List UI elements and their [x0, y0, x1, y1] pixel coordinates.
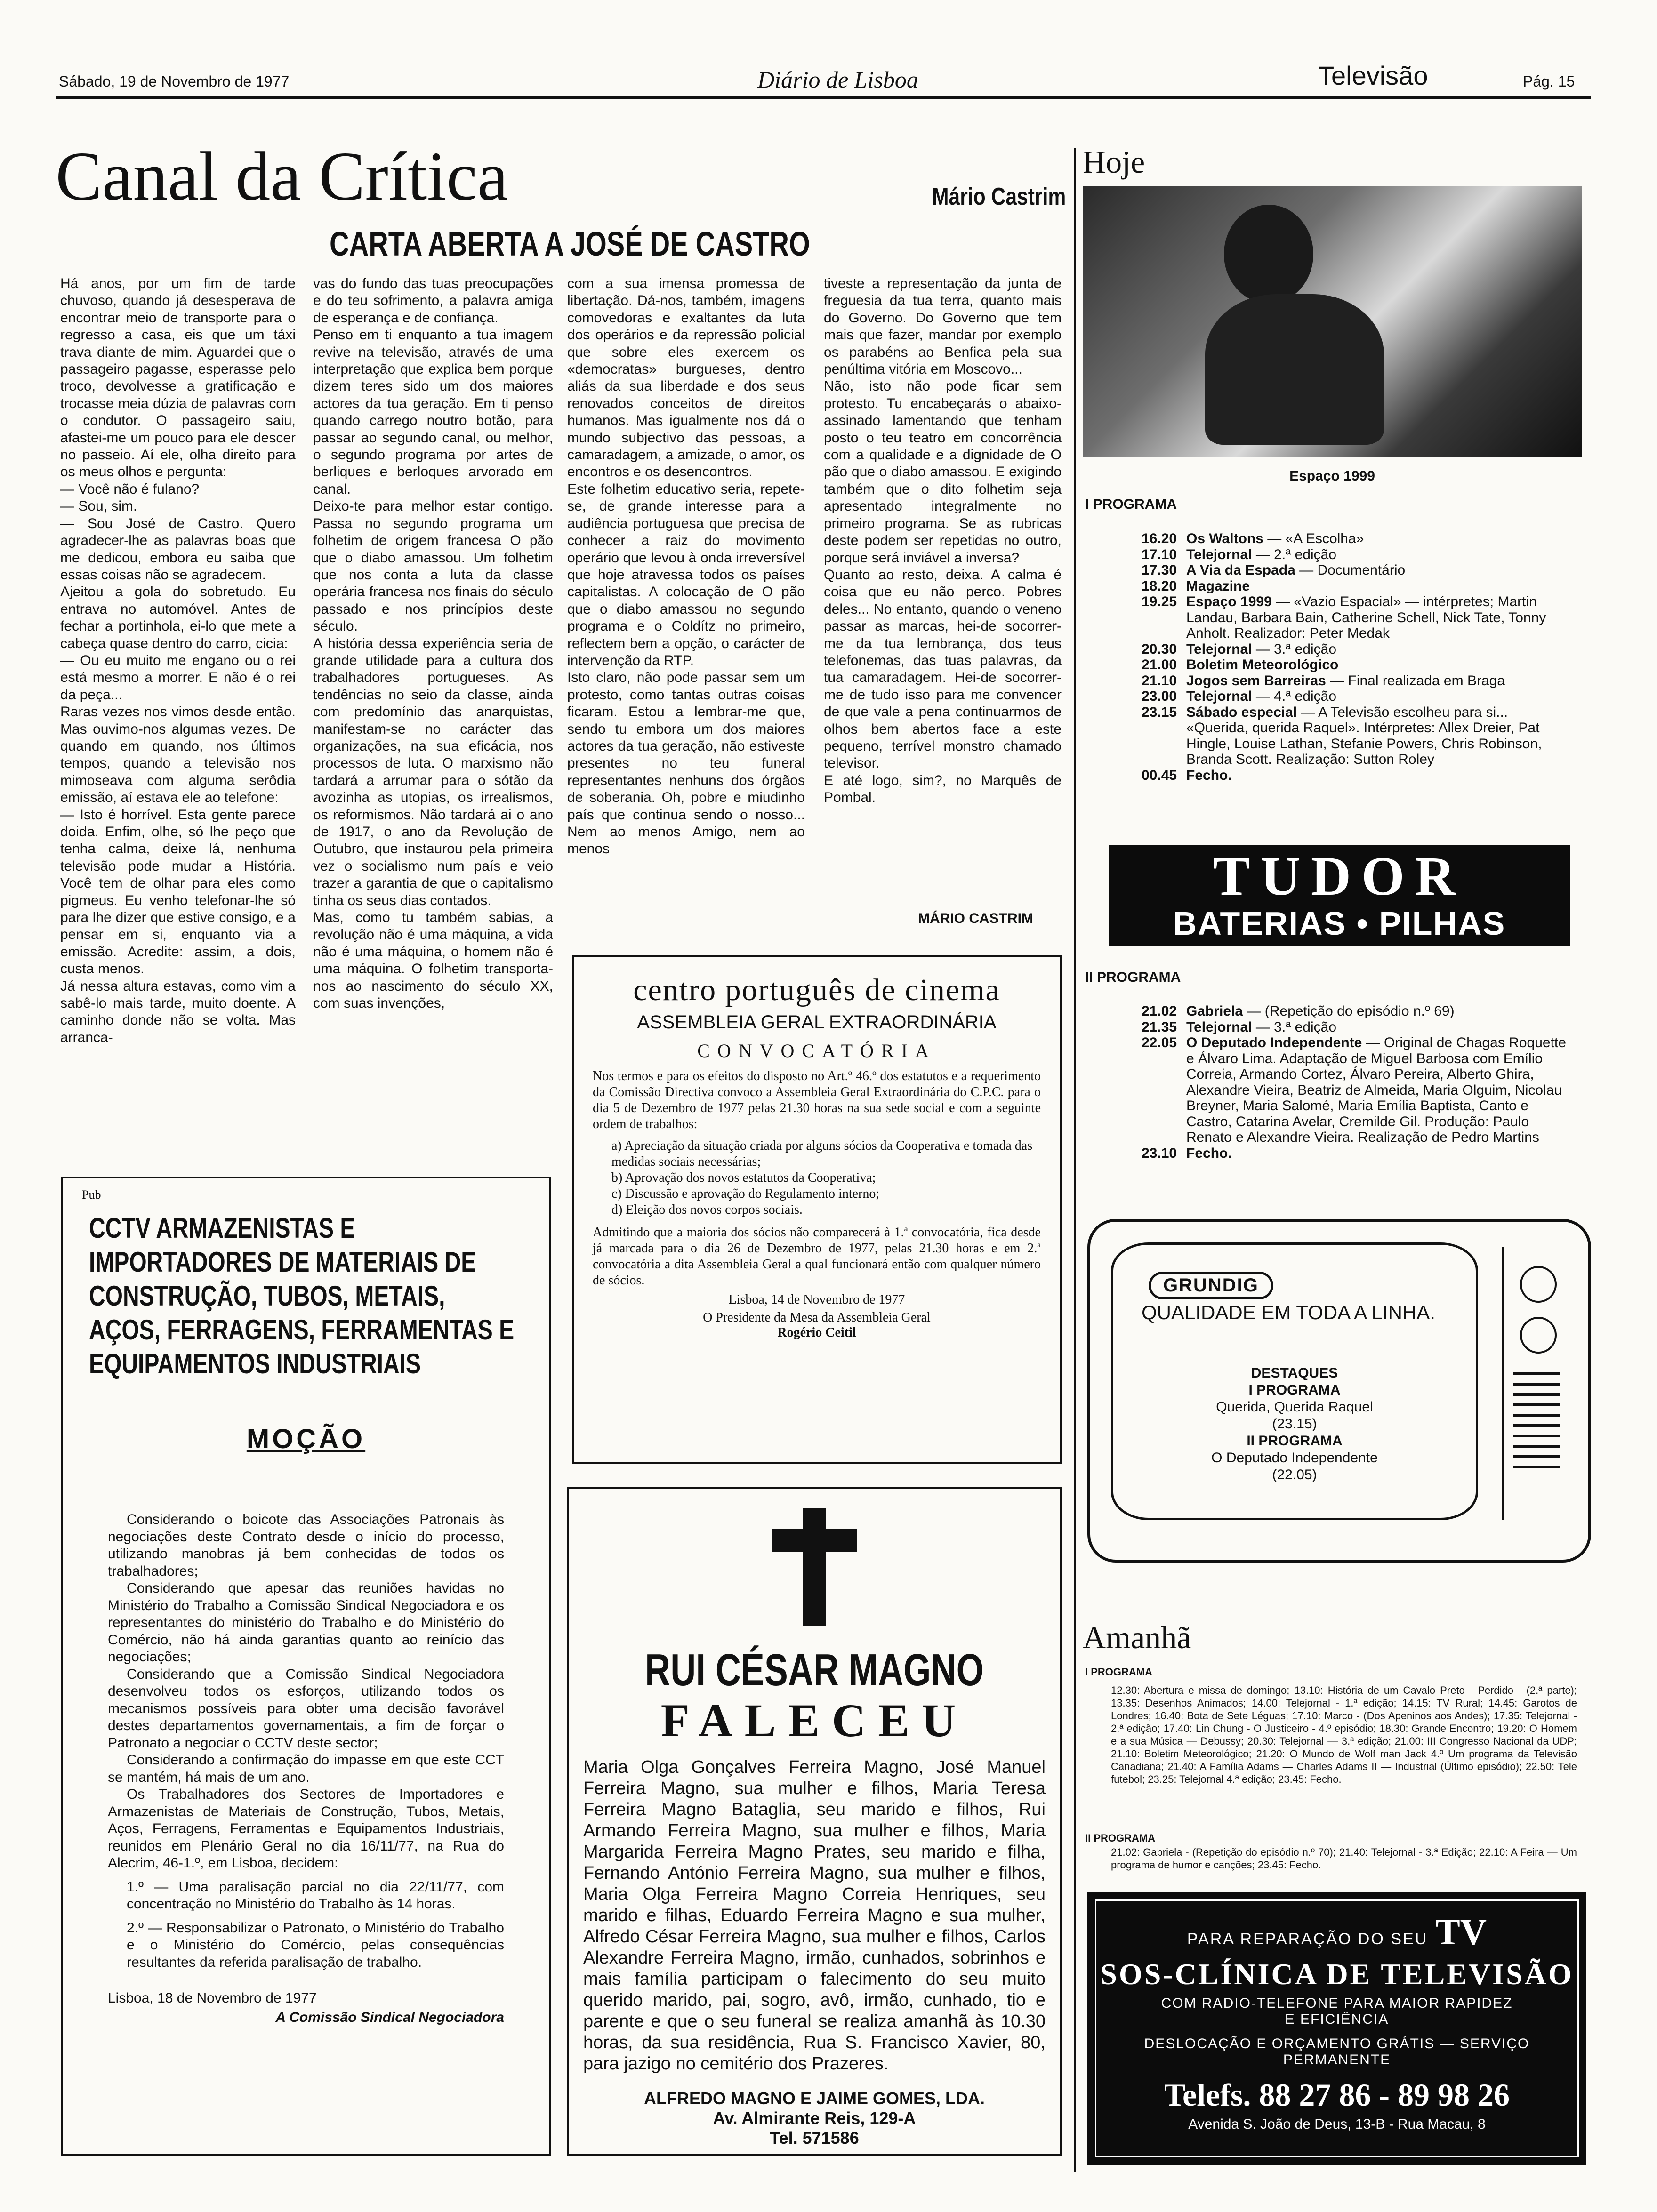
- schedule-desc: — Final realizada em Braga: [1326, 673, 1505, 689]
- grundig-p1-label: I PROGRAMA: [1248, 1382, 1341, 1398]
- today-prog1-list: [1142, 531, 1572, 783]
- today-photo: [1083, 186, 1582, 457]
- tomorrow-heading: Amanhã: [1083, 1619, 1191, 1655]
- tomorrow-prog1-text: 12.30: Abertura e missa de domingo; 13.10: História de um Cavalo Preto - Perdido - (2.ª parte); 13.35: Desenhos Animados; 14.00: Telejornal - 1.ª edição; 14.15: TV Rural; 14.45: Garotos de Londres; 16.40: Bota de Sete Léguas; 17.10: Marco - (Dos Apeninos aos Andes); 17.35: Telejornal - 2.ª edição; 17.40: Lin Chung - O Justiceiro - 4.º episódio; 18.30: Grande Encontro; 19.20: O Homem e a sua Música — Debussy; 20.30: Telejornal — 3.ª edição; 21.00: III Congresso Nacional da UDP; 21.10: Boletim Meteorológico; 21.20: O Mundo de Wolf man Jack 4.º Um programa da Televisão Canadiana; 21.40: A Família Adams — Charles Adams II — Industrial (Último episódio); 22.50: Tele futebol; 23.25: Telejornal 4.ª edição; 23.45: Fecho.: [1111, 1684, 1577, 1785]
- cinema-notice-heading: CONVOCATÓRIA: [697, 1040, 936, 1061]
- schedule-title: Sábado especial: [1186, 704, 1297, 720]
- sos-line2: COM RADIO-TELEFONE PARA MAIOR RAPIDEZ: [1161, 1996, 1513, 2011]
- obituary: [567, 1487, 1062, 2156]
- cctv-ad-motion: MOÇÃO: [246, 1424, 366, 1454]
- schedule-time: 21.00: [1142, 657, 1177, 673]
- schedule-time: 23.10: [1142, 1145, 1177, 1161]
- schedule-row: [1142, 673, 1572, 689]
- cinema-notice-intro: Nos termos e para os efeitos do disposto no Art.º 46.º dos estatutos e a requerimento da Comissão Directiva convoco a Assembleia Geral Extraordinária do C.P.C. para o dia 5 de Dezembro de 1977 pelas 21.30 horas na sua sede social e com a seguinte ordem de trabalhos:: [593, 1069, 1041, 1131]
- sos-phones: Telefs. 88 27 86 - 89 98 26: [1164, 2077, 1510, 2113]
- schedule-title: Os Waltons: [1186, 531, 1263, 546]
- schedule-desc: — (Repetição do episódio n.º 69): [1243, 1003, 1455, 1019]
- schedule-time: 16.20: [1142, 531, 1177, 546]
- grundig-p2-time: (22.05): [1272, 1467, 1317, 1483]
- masthead-date: Sábado, 19 de Novembro de 1977: [59, 73, 290, 90]
- grundig-p1-time: (23.15): [1272, 1416, 1317, 1432]
- article-column-2: vas do fundo das tuas preocupações e do teu sofrimento, a palavra amiga de esperança e de confiança. Penso em ti enquanto a tua imagem revive na televisão, através de uma interpretação que explica bem porque dizem teres sido um dos maiores actores da tua geração. Em ti penso quando carrego noutro botão, para passar ao segundo canal, ou melhor, o segundo programa por artes de berliques e berloques arvorado em canal. Deixo-te para melhor estar contigo. Passa no segundo programa um folhetim de origem francesa O pão que o diabo amassou. Um folhetim que nos conta a luta da classe operária francesa nos finais do século passado e nos princípios deste século. A história dessa experiência seria de grande utilidade para a cultura dos trabalhadores portugueses. As tendências no seio da classe, ainda com predomínio das anarquistas, manifestam-se no carácter das organizações, na sua eficácia, nos processos de luta. O marxismo não tardará a arrumar para o sótão da avozinha as utopias, os irrealismos, os reformismos. Não tardará ai o ano de 1917, o ano da Revolução de Outubro, que instaurou pela primeira vez o socialismo num país e veio trazer a garantia de que o capitalismo tinha os seus dias contados. Mas, como tu também sabias, a revolução não é uma máquina, a vida não é uma máquina, o homem não é uma máquina. O folhetim transporta-nos ao nascimento do século XX, com suas invenções,: [313, 276, 553, 1011]
- schedule-row: [1142, 641, 1572, 657]
- schedule-row: [1142, 657, 1572, 673]
- cinema-notice: [572, 955, 1062, 1464]
- cinema-notice-signer-title: O Presidente da Mesa da Assembleia Geral: [703, 1310, 931, 1325]
- today-heading: Hoje: [1083, 144, 1145, 180]
- cctv-ad-date: Lisboa, 18 de Novembro de 1977: [108, 1990, 317, 2006]
- article-byline: Mário Castrim: [932, 183, 1066, 210]
- cinema-notice-date: Lisboa, 14 de Novembro de 1977: [728, 1292, 905, 1307]
- cinema-notice-closing: Admitindo que a maioria dos sócios não comparecerá à 1.ª convocatória, fica desde já marcada para o dia 26 de Dezembro de 1977, pelas 21.30 horas e em 2.ª convocatória a dita Assembleia Geral a qual funcionará então com qualquer número de sócios.: [593, 1225, 1041, 1288]
- schedule-time: 22.05: [1142, 1035, 1177, 1050]
- schedule-row: [1142, 705, 1572, 768]
- masthead-paper-name: Diário de Lisboa: [757, 66, 918, 93]
- cctv-ad-paragraph: Considerando o boicote das Associações Patronais às negociações deste Contrato desde o início do processo, utilizando manobras já bem conhecidas de todos os trabalhadores;: [108, 1512, 504, 1579]
- schedule-time: 17.30: [1142, 562, 1177, 578]
- obituary-agency: ALFREDO MAGNO E JAIME GOMES, LDA.: [643, 2089, 985, 2108]
- schedule-title: Gabriela: [1186, 1003, 1243, 1019]
- article-column-3: com a sua imensa promessa de libertação. Dá-nos, também, imagens comovedoras e exaltantes da luta dos operários e da repressão policial que sobre eles exercem os «democratas» burgueses, dentro aliás da sua liberdade e dos seus renovados conceitos de direitos humanos. Mas igualmente nos dá o mundo subjectivo das pessoas, a camaradagem, a amizade, o amor, os encontros e os desencontros. Este folhetim educativo seria, repete-se, de grande interesse para a audiência portuguesa que precisa de conhecer a raiz do movimento operário que levou à onda irreversível que hoje atravessa todos os países capitalistas. A colocação de O pão que o diabo amassou no segundo programa e o Coldítz no primeiro, reflectem bem a opção, o carácter de intervenção da RTP. Isto claro, não pode passar sem um protesto, como tantas outras coisas ficaram. Estou a lembrar-me que, sendo tu embora um dos maiores actores da tua geração, não estiveste presentes no teu funeral representantes nenhuns dos órgãos de soberania. Oh, pobre e miudinho país que continua sendo o nosso... Nem ao menos Amigo, nem ao menos: [567, 276, 805, 857]
- cinema-notice-item: b) Aprovação dos novos estatutos da Cooperativa;: [611, 1170, 876, 1185]
- grundig-highlights: [1134, 1365, 1455, 1483]
- cinema-notice-signer: Rogério Ceitil: [777, 1325, 856, 1340]
- schedule-title: Espaço 1999: [1186, 594, 1272, 609]
- schedule-time: 21.02: [1142, 1003, 1177, 1019]
- sos-line1: PARA REPARAÇÃO DO SEU: [1187, 1930, 1428, 1948]
- schedule-title: Telejornal: [1186, 546, 1252, 562]
- schedule-desc: — 4.ª edição: [1252, 689, 1337, 704]
- today-prog1-label: I PROGRAMA: [1085, 497, 1177, 512]
- cinema-notice-title: centro português de cinema: [633, 973, 1000, 1007]
- cctv-ad-decision: 2.º — Responsabilizar o Patronato, o Ministério do Trabalho e o Ministério do Comércio, pelas consequências resultantes da referida paralisação de trabalho.: [127, 1920, 504, 1970]
- tudor-ad-tagline: BATERIAS • PILHAS: [1173, 905, 1506, 942]
- article-headline: CARTA ABERTA A JOSÉ DE CASTRO: [330, 225, 810, 263]
- tomorrow-prog1-label: I PROGRAMA: [1085, 1666, 1152, 1678]
- schedule-desc: — A Televisão escolheu para si... «Querida, querida Raquel». Intérpretes: Allex Dreier, Pat Hingle, Louise Lathan, Stefanie Powers, Chris Robinson, Branda Scott. Realização: Sutton Roley: [1186, 704, 1542, 767]
- article-column-1: Há anos, por um fim de tarde chuvoso, quando já desesperava de encontrar meio de transporte para o regresso a casa, eis que um táxi trava diante de mim. Aguardei que o passageiro pagasse, esperasse pelo troco, devolvesse a gratificação e trocasse meia dúzia de palavras com o condutor. O passageiro saiu, afastei-me um pouco para ele descer no passeio. Aí ele, olha direito para os meus olhos e pergunta: — Você não é fulano? — Sou, sim. — Sou José de Castro. Quero agradecer-lhe as palavras boas que me dedicou, embora eu saiba que essas coisas não se agradecem. Ajeitou a gola do sobretudo. Eu entrava no automóvel. Antes de fechar a portinhola, ei-lo que mete a cabeça quase dentro do carro, cicia: — Ou eu muito me engano ou o rei está mesmo a morrer. E não é o rei da peça... Raras vezes nos vimos desde então. Mas ouvimo-nos algumas vezes. De quando em quando, nos últimos tempos, quando a televisão nos mimoseava com alguma serôdia emissão, aí estava ele ao telefone: — Isto é horrível. Esta gente parece doida. Enfim, olhe, só lhe peço que tenha calma, deixe lá, nenhuma televisão pode mudar a História. Você tem de olhar para eles como pigmeus. Eu venho telefonar-lhe só para lhe dizer que estive consigo, e a pensar em si, enquanto via a emissão. Acredite: assim, a dois, custa menos. Já nessa altura estavas, como vim a sabê-lo mais tarde, muito doente. A caminho donde não se volta. Mas arranca-: [60, 276, 296, 1045]
- cctv-ad-body: [108, 1511, 504, 2026]
- cctv-ad-decision: 1.º — Uma paralisação parcial no dia 22/11/77, com concentração no Ministério do Trabalho às 14 horas.: [127, 1879, 504, 1912]
- today-prog2-label: II PROGRAMA: [1085, 970, 1181, 985]
- schedule-title: Telejornal: [1186, 641, 1252, 657]
- schedule-row: [1142, 1003, 1572, 1019]
- cctv-ad-title: CCTV ARMAZENISTAS E IMPORTADORES DE MATERIAIS DE CONSTRUÇÃO, TUBOS, METAIS, AÇOS, FERRAGENS, FERRAMENTAS E EQUIPAMENTOS INDUSTRIAIS: [89, 1212, 515, 1379]
- schedule-desc: — «A Escolha»: [1263, 531, 1364, 546]
- grundig-ad: [1087, 1219, 1591, 1577]
- schedule-row: [1142, 531, 1572, 547]
- schedule-time: 21.35: [1142, 1019, 1177, 1035]
- sos-line5: PERMANENTE: [1283, 2052, 1391, 2068]
- cinema-notice-item: d) Eleição dos novos corpos sociais.: [611, 1202, 803, 1217]
- sos-line3: E EFICIÊNCIA: [1285, 2012, 1389, 2027]
- obituary-address: Av. Almirante Reis, 129-A: [713, 2108, 916, 2128]
- obituary-name: RUI CÉSAR MAGNO: [645, 1645, 984, 1695]
- schedule-desc: — 2.ª edição: [1252, 546, 1337, 562]
- grundig-p2-label: II PROGRAMA: [1247, 1433, 1343, 1449]
- schedule-time: 23.00: [1142, 689, 1177, 704]
- grundig-p2-title: O Deputado Independente: [1211, 1450, 1378, 1466]
- sos-tv-ad: [1087, 1892, 1586, 2165]
- article-column-4: tiveste a representação da junta de freguesia da tua terra, quanto mais do Governo. Do Governo que tem mais que fazer, mandar por exemplo os parabéns ao Benfica pela sua penúltima vitória em Moscovo... Não, isto não pode ficar sem protesto. Tu encabeçarás o abaixo-assinado lamentando que tenham posto o teu teatro em concorrência com a qualidade e a dignidade de O pão que o diabo amassou. E exigindo também que o dito folhetim seja apresentado integralmente no primeiro programa. Se as rubricas deste podem ser repetidas no outro, porque será inviável a inversa? Quanto ao resto, deixa. A calma é coisa que eu não perco. Pobres deles... No entanto, quando o veneno passar as marcas, hei-de socorrer-me da tua lembrança, dos teus telefonemas, das tuas palavras, da tua camaradagem. Hei-de socorrer-me de tudo isso para me convencer de que vale a pena continuarmos de olhos bem abertos face a este pequeno, terrível monstro chamado televisor. E até logo, sim?, no Marquês de Pombal.: [824, 276, 1062, 806]
- schedule-title: Telejornal: [1186, 1019, 1252, 1035]
- schedule-title: Telejornal: [1186, 689, 1252, 704]
- today-photo-caption: Espaço 1999: [1289, 468, 1375, 484]
- cinema-notice-subtitle: ASSEMBLEIA GERAL EXTRAORDINÁRIA: [637, 1012, 997, 1033]
- schedule-desc: — «Vazio Espacial» — intérpretes; Martin Landau, Barbara Bain, Catherine Schell, Nick Tate, Tonny Anholt. Realizador: Peter Medak: [1186, 594, 1546, 641]
- schedule-row: [1142, 1019, 1572, 1035]
- schedule-title: Fecho.: [1186, 767, 1232, 783]
- masthead-page-number: Pág. 15: [1523, 73, 1575, 90]
- schedule-row: [1142, 1146, 1572, 1162]
- schedule-title: Jogos sem Barreiras: [1186, 673, 1326, 689]
- sos-line4: DESLOCAÇÃO E ORÇAMENTO GRÁTIS — SERVIÇO: [1144, 2036, 1530, 2052]
- schedule-time: 18.20: [1142, 578, 1177, 594]
- schedule-row: [1142, 1035, 1572, 1146]
- cinema-notice-agenda: [611, 1138, 1041, 1218]
- tudor-ad: [1109, 845, 1570, 946]
- schedule-title: Boletim Meteorológico: [1186, 657, 1339, 673]
- person-silhouette-icon: [1224, 205, 1313, 304]
- schedule-row: [1142, 547, 1572, 563]
- today-prog2-list: [1142, 1003, 1572, 1161]
- tv-control-panel: [1502, 1247, 1569, 1520]
- cctv-ad-paragraph: Os Trabalhadores dos Sectores de Importadores e Armazenistas de Materiais de Construção, Tubos, Metais, Aços, Ferragens, Ferramentas e Equipamentos Industriais, reunidos em Plenário Geral no dia 16/11/77, na Rua do Alecrim, 46-1.º, em Lisboa, decidem:: [108, 1787, 504, 1871]
- schedule-desc: — 3.ª edição: [1252, 1019, 1337, 1035]
- cctv-ad-signer: A Comissão Sindical Negociadora: [275, 2009, 504, 2025]
- cctv-ad: [61, 1177, 551, 2156]
- schedule-time: 17.10: [1142, 546, 1177, 562]
- schedule-row: [1142, 562, 1572, 578]
- masthead-rule: [56, 96, 1591, 99]
- article-kicker: Canal da Crítica: [56, 138, 508, 215]
- cinema-notice-item: a) Apreciação da situação criada por alguns sócios da Cooperativa e tomada das medidas sociais necessárias;: [611, 1138, 1033, 1169]
- schedule-title: O Deputado Independente: [1186, 1035, 1362, 1050]
- column-rule-right: [1074, 148, 1076, 2172]
- sos-name: SOS-CLÍNICA DE TELEVISÃO: [1100, 1957, 1574, 1991]
- sos-address: Avenida S. João de Deus, 13-B - Rua Macau, 8: [1188, 2116, 1486, 2132]
- schedule-time: 20.30: [1142, 641, 1177, 657]
- schedule-time: 23.15: [1142, 704, 1177, 720]
- schedule-row: [1142, 578, 1572, 594]
- schedule-row: [1142, 768, 1572, 784]
- schedule-time: 21.10: [1142, 673, 1177, 689]
- masthead: [0, 0, 1657, 104]
- obituary-word: FALECEU: [660, 1694, 968, 1747]
- cctv-ad-paragraph: Considerando que a Comissão Sindical Negociadora desenvolveu todos os esforços, utilizando todos os mecanismos possíveis para obter uma decisão favorável destes departamentos governamentais, a fim de forçar o Patronato a negociar o CCTV deste sector;: [108, 1666, 504, 1751]
- schedule-title: A Via da Espada: [1186, 562, 1295, 578]
- grundig-highlights-title: DESTAQUES: [1251, 1365, 1338, 1381]
- cctv-ad-paragraph: Considerando a confirmação do impasse em que este CCT se mantém, há mais de um ano.: [108, 1752, 504, 1785]
- tomorrow-prog2-label: II PROGRAMA: [1085, 1832, 1156, 1844]
- sos-tv: TV: [1435, 1911, 1487, 1952]
- schedule-desc: — Original de Chagas Roquette e Álvaro Lima. Adaptação de Miguel Barbosa com Emílio Correia, Armando Cortez, Álvaro Pereira, Alberto Ghira, Alexandre Vieira, Beatriz de Almeida, Maria Olguim, Nicolau Breyner, Maria Salomé, Maria Emília Baptista, Canto e Castro, Catarina Avelar, Cremilde Gil. Produção: Paulo Renato e Alexandre Vieira. Realização de Pedro Martins: [1186, 1035, 1566, 1145]
- schedule-row: [1142, 594, 1572, 641]
- grundig-logo: GRUNDIG: [1149, 1272, 1273, 1299]
- obituary-text: Maria Olga Gonçalves Ferreira Magno, José Manuel Ferreira Magno, sua mulher e filhos, Maria Teresa Ferreira Magno Bataglia, seu marido e filhos, Rui Armando Ferreira Magno, sua mulher e filhos, Maria Margarida Ferreira Magno Prates, seu marido e filha, Fernando António Ferreira Magno, sua mulher e filhos, Maria Olga Ferreira Magno Correia Henriques, seu marido e filhas, Eduardo Ferreira Magno e sua mulher, Alfredo César Ferreira Magno, sua mulher e filhos, Carlos Alexandre Ferreira Magno, irmão, cunhados, sobrinhos e mais família participam o falecimento do seu muito querido marido, pai, sogro, avô, irmão, cunhado, tio e parente e que o seu funeral se realiza amanhã às 10.30 horas, da sua residência, Rua S. Francisco Xavier, 80, para jazigo no cemitério dos Prazeres.: [583, 1757, 1046, 2074]
- cctv-ad-label: Pub: [82, 1188, 101, 1202]
- schedule-desc: — 3.ª edição: [1252, 641, 1337, 657]
- cross-icon: [772, 1508, 857, 1626]
- schedule-time: 00.45: [1142, 767, 1177, 783]
- tomorrow-prog2-text: 21.02: Gabriela - (Repetição do episódio n.º 70); 21.40: Telejornal - 3.ª Edição; 22.10: A Feira — Um programa de humor e canções; 23.45: Fecho.: [1111, 1846, 1577, 1871]
- article-signature: MÁRIO CASTRIM: [918, 911, 1033, 926]
- cctv-ad-paragraph: Considerando que apesar das reuniões havidas no Ministério do Trabalho a Comissão Sindical Negociadora e os representantes do ministério do Trabalho e do Ministério do Comércio, não há ainda garantias quanto ao reinício das negociações;: [108, 1580, 504, 1665]
- schedule-desc: — Documentário: [1295, 562, 1406, 578]
- masthead-section: Televisão: [1318, 61, 1428, 90]
- schedule-row: [1142, 689, 1572, 705]
- tudor-ad-brand: TUDOR: [1213, 845, 1466, 907]
- cinema-notice-item: c) Discussão e aprovação do Regulamento interno;: [611, 1186, 880, 1201]
- obituary-phone: Tel. 571586: [770, 2128, 859, 2148]
- schedule-time: 19.25: [1142, 594, 1177, 609]
- schedule-title: Fecho.: [1186, 1145, 1232, 1161]
- schedule-title: Magazine: [1186, 578, 1250, 594]
- grundig-p1-title: Querida, Querida Raquel: [1216, 1399, 1373, 1415]
- grundig-slogan: QUALIDADE EM TODA A LINHA.: [1142, 1301, 1435, 1323]
